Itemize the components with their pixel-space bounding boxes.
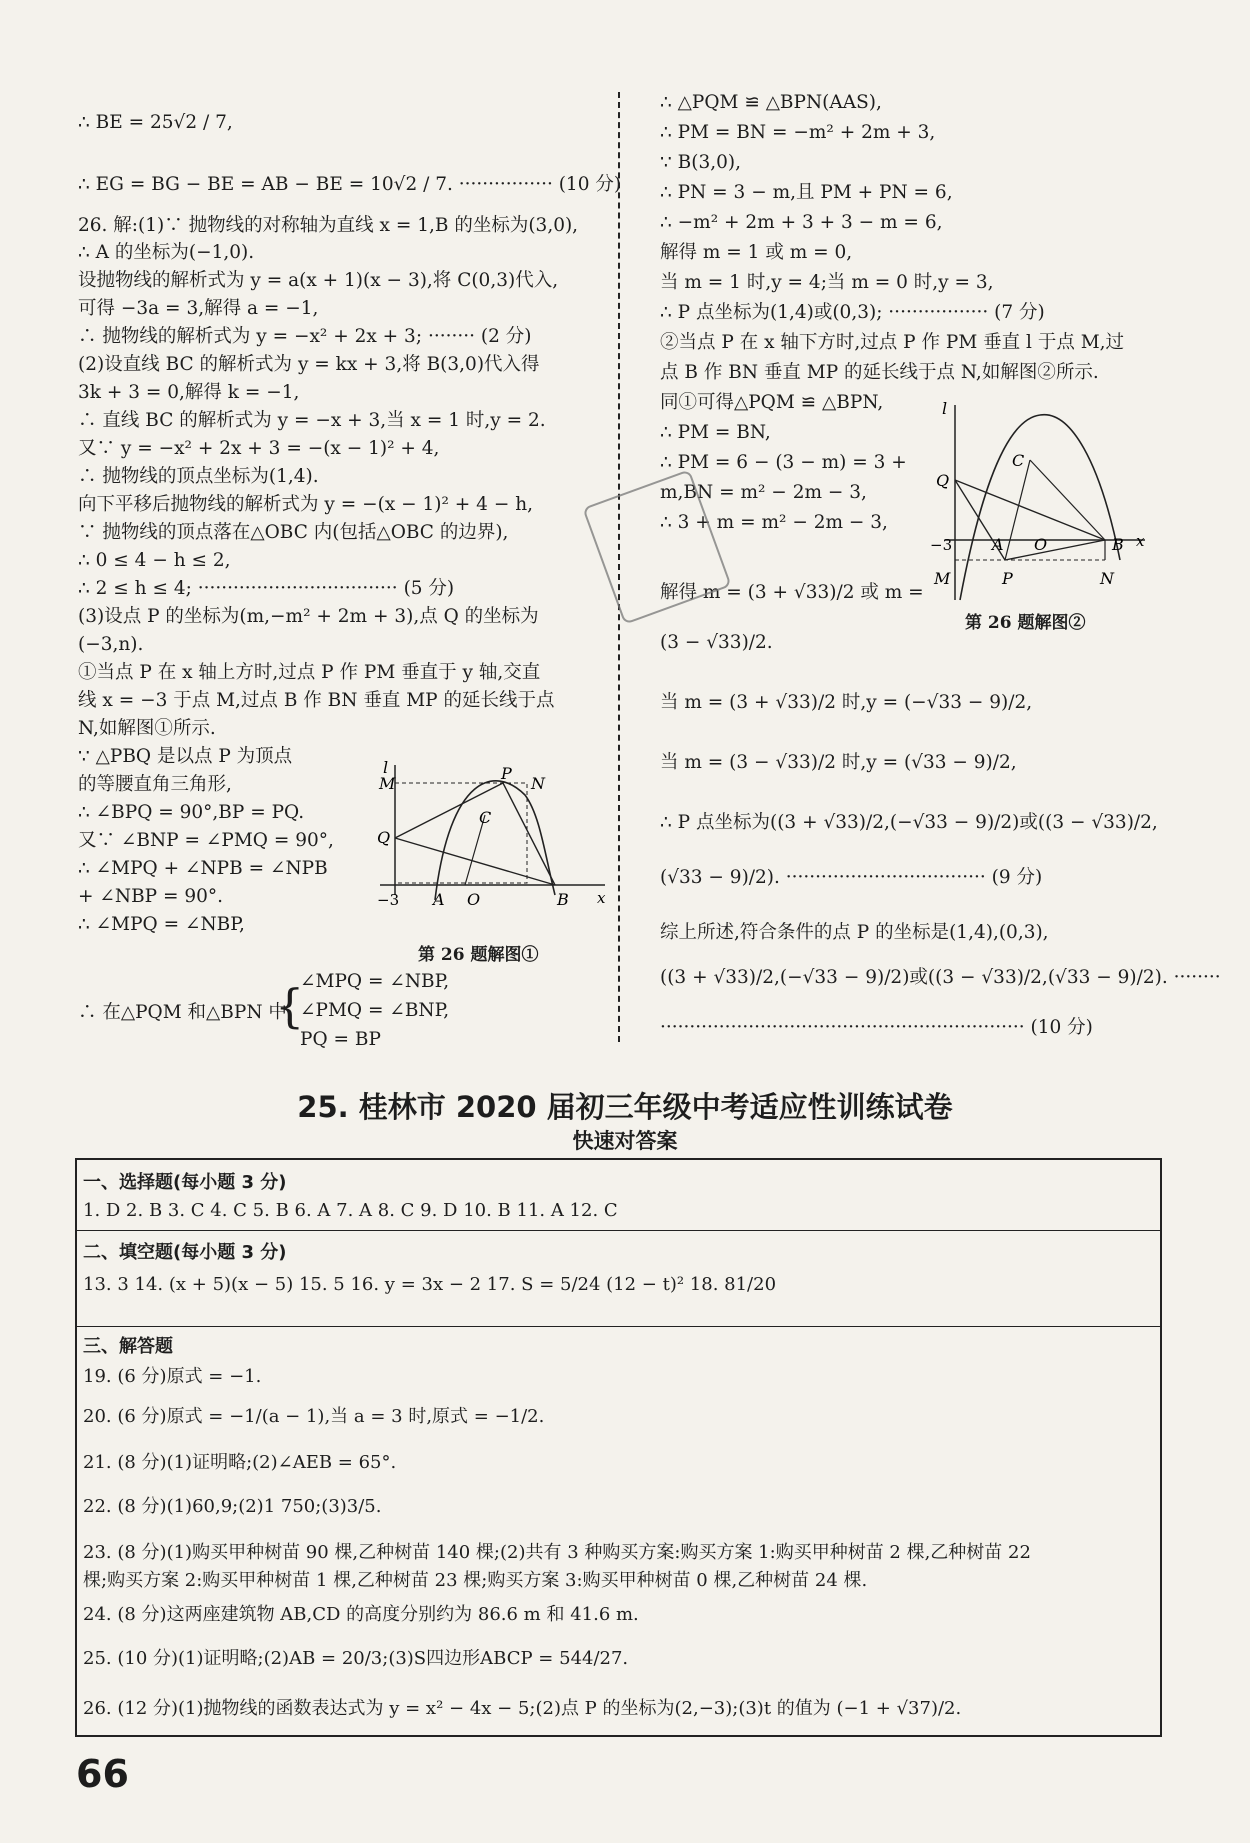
fig1-label-m: M — [379, 774, 396, 793]
text-line: 线 x = −3 于点 M,过点 B 作 BN 垂直 MP 的延长线于点 — [78, 690, 555, 711]
answer-row: 20. (6 分)原式 = −1/(a − 1),当 a = 3 时,原式 = −1/2. — [83, 1406, 545, 1427]
figure-1 — [375, 755, 615, 925]
fig2-segment-pb — [1005, 540, 1105, 560]
text-line: ∴ PM = BN = −m² + 2m + 3, — [660, 122, 936, 143]
fig2-label-n: N — [1100, 569, 1114, 588]
text-line: ∴ 2 ≤ h ≤ 4; ·································· (5 分) — [78, 578, 455, 599]
text-line: N,如解图①所示. — [78, 718, 216, 739]
answer-row: 22. (8 分)(1)60,9;(2)1 750;(3)3/5. — [83, 1496, 382, 1517]
text-line: ∴ 0 ≤ 4 − h ≤ 2, — [78, 550, 231, 571]
section-divider — [77, 1230, 1160, 1231]
fig2-segment-cb — [1030, 460, 1105, 540]
page-number: 66 — [76, 1752, 129, 1796]
text-line: 又∵ ∠BNP = ∠PMQ = 90°, — [78, 830, 334, 851]
fig2-label-x: x — [1136, 532, 1145, 550]
text-line: ∴ ∠MPQ = ∠NBP, — [78, 914, 245, 935]
text-line: 26. 解:(1)∵ 抛物线的对称轴为直线 x = 1,B 的坐标为(3,0), — [78, 215, 579, 236]
fig1-segment-pb — [503, 783, 555, 885]
fig2-label-b: B — [1112, 535, 1124, 554]
fig1-label-n: N — [531, 774, 545, 793]
answer-row: 25. (10 分)(1)证明略;(2)AB = 20/3;(3)S四边形ABCP = 544/27. — [83, 1648, 629, 1669]
text-line: 又∵ y = −x² + 2x + 3 = −(x − 1)² + 4, — [78, 438, 440, 459]
text-line: 向下平移后抛物线的解析式为 y = −(x − 1)² + 4 − h, — [78, 494, 534, 515]
text-line: 当 m = (3 + √33)/2 时,y = (−√33 − 9)/2, — [660, 692, 1033, 713]
text-line: ∴ 抛物线的解析式为 y = −x² + 2x + 3; ········ (2 分) — [78, 326, 532, 347]
exam-title: 25. 桂林市 2020 届初三年级中考适应性训练试卷 — [297, 1090, 953, 1124]
figure-1-caption: 第 26 题解图① — [418, 945, 539, 965]
text-line: ②当点 P 在 x 轴下方时,过点 P 作 PM 垂直 l 于点 M,过 — [660, 332, 1125, 353]
text-line: 同①可得△PQM ≌ △BPN, — [660, 392, 884, 413]
text-line: ①当点 P 在 x 轴上方时,过点 P 作 PM 垂直于 y 轴,交直 — [78, 662, 541, 683]
fig1-dashed-rect — [395, 783, 527, 883]
system-line: ∠MPQ = ∠NBP, — [300, 971, 450, 992]
section-1-answers: 1. D 2. B 3. C 4. C 5. B 6. A 7. A 8. C 9. D 10. B 11. A 12. C — [83, 1200, 618, 1221]
section-2-heading: 二、填空题(每小题 3 分) — [83, 1242, 287, 1263]
fig1-label-a: A — [433, 890, 445, 909]
text-line: 的等腰直角三角形, — [78, 774, 232, 795]
text-line: ∴ BE = 25√2 / 7, — [78, 112, 233, 133]
text-line: (3 − √33)/2. — [660, 632, 773, 653]
answer-row: 棵;购买方案 2:购买甲种树苗 1 棵,乙种树苗 23 棵;购买方案 3:购买甲种树苗 0 棵,乙种树苗 24 棵. — [83, 1570, 868, 1591]
answer-row: 26. (12 分)(1)抛物线的函数表达式为 y = x² − 4x − 5;(2)点 P 的坐标为(2,−3);(3)t 的值为 (−1 + √37)/2. — [83, 1698, 962, 1719]
figure-2 — [930, 400, 1150, 610]
text-line: 设抛物线的解析式为 y = a(x + 1)(x − 3),将 C(0,3)代入, — [78, 270, 559, 291]
text-line: ∴ 在△PQM 和△BPN 中, — [78, 1002, 293, 1023]
fig1-label-minus3: −3 — [377, 891, 400, 909]
text-line: (√33 − 9)/2). ·································· (9 分) — [660, 867, 1043, 888]
text-line: ∵ 抛物线的顶点落在△OBC 内(包括△OBC 的边界), — [78, 522, 509, 543]
text-line: ∴ PM = 6 − (3 − m) = 3 + — [660, 452, 907, 473]
text-line: ∴ P 点坐标为((3 + √33)/2,(−√33 − 9)/2)或((3 − √33)/2, — [660, 812, 1158, 833]
fig2-label-p: P — [1002, 569, 1013, 588]
text-line: ∴ A 的坐标为(−1,0). — [78, 242, 255, 263]
text-line: ∴ PM = BN, — [660, 422, 771, 443]
fig1-label-p: P — [501, 764, 512, 783]
text-line: ∴ ∠BPQ = 90°,BP = PQ. — [78, 802, 305, 823]
fig2-parabola — [960, 415, 1120, 600]
fig2-label-o: O — [1034, 535, 1048, 554]
text-line: ∴ −m² + 2m + 3 + 3 − m = 6, — [660, 212, 943, 233]
text-line: 解得 m = (3 + √33)/2 或 m = — [660, 582, 924, 603]
fig2-segment-qb — [955, 480, 1105, 540]
text-line: ∴ EG = BG − BE = AB − BE = 10√2 / 7. ················ (10 分) — [78, 174, 622, 195]
text-line: ∴ △PQM ≌ △BPN(AAS), — [660, 92, 882, 113]
text-line: 可得 −3a = 3,解得 a = −1, — [78, 298, 319, 319]
text-line: ((3 + √33)/2,(−√33 − 9)/2)或((3 − √33)/2,(√33 − 9)/2). ········ — [660, 967, 1221, 988]
text-line: 当 m = (3 − √33)/2 时,y = (√33 − 9)/2, — [660, 752, 1017, 773]
section-2-answers: 13. 3 14. (x + 5)(x − 5) 15. 5 16. y = 3x − 2 17. S = 5/24 (12 − t)² 18. 81/20 — [83, 1274, 777, 1295]
figure-2-caption: 第 26 题解图② — [965, 613, 1086, 633]
fig1-label-q: Q — [377, 828, 391, 847]
fig1-label-x: x — [597, 889, 606, 907]
fig1-label-o: O — [467, 890, 481, 909]
answer-row: 23. (8 分)(1)购买甲种树苗 90 棵,乙种树苗 140 棵;(2)共有 3 种购买方案:购买方案 1:购买甲种树苗 2 棵,乙种树苗 22 — [83, 1542, 1031, 1563]
text-line: ∴ P 点坐标为(1,4)或(0,3); ················· (7 分) — [660, 302, 1045, 323]
text-line: ∴ 3 + m = m² − 2m − 3, — [660, 512, 888, 533]
text-line: ∴ ∠MPQ + ∠NPB = ∠NPB — [78, 858, 328, 879]
fig1-label-l: l — [383, 758, 389, 777]
fig2-label-q: Q — [936, 471, 950, 490]
system-line: ∠PMQ = ∠BNP, — [300, 1000, 450, 1021]
section-3-heading: 三、解答题 — [83, 1336, 173, 1357]
fig1-parabola — [435, 781, 555, 900]
exam-subtitle: 快速对答案 — [572, 1129, 678, 1153]
fig2-label-a: A — [992, 535, 1004, 554]
system-line: PQ = BP — [300, 1029, 381, 1050]
text-line: (2)设直线 BC 的解析式为 y = kx + 3,将 B(3,0)代入得 — [78, 354, 540, 375]
fig1-label-c: C — [479, 808, 492, 827]
text-line: m,BN = m² − 2m − 3, — [660, 482, 867, 503]
answer-row: 21. (8 分)(1)证明略;(2)∠AEB = 65°. — [83, 1452, 397, 1473]
section-1-heading: 一、选择题(每小题 3 分) — [83, 1172, 287, 1193]
answer-row: 24. (8 分)这两座建筑物 AB,CD 的高度分别约为 86.6 m 和 41.6 m. — [83, 1604, 639, 1625]
text-line: + ∠NBP = 90°. — [78, 886, 224, 907]
text-line: ∵ B(3,0), — [660, 152, 741, 173]
quick-answers-box — [75, 1158, 1162, 1737]
fig1-label-b: B — [557, 890, 569, 909]
fig2-label-c: C — [1012, 451, 1025, 470]
text-line: ∴ PN = 3 − m,且 PM + PN = 6, — [660, 182, 953, 203]
text-line: 解得 m = 1 或 m = 0, — [660, 242, 853, 263]
fig2-label-minus3: −3 — [930, 536, 953, 554]
text-line: 点 B 作 BN 垂直 MP 的延长线于点 N,如解图②所示. — [660, 362, 1099, 383]
answer-row: 19. (6 分)原式 = −1. — [83, 1366, 262, 1387]
fig1-segment-qb — [395, 838, 555, 885]
fig2-segment-pc — [1005, 460, 1030, 560]
text-line: ······························································ (10 分) — [660, 1017, 1093, 1038]
brace-glyph: { — [275, 979, 305, 1033]
fig2-label-m: M — [934, 569, 951, 588]
text-line: 当 m = 1 时,y = 4;当 m = 0 时,y = 3, — [660, 272, 994, 293]
fig2-label-l: l — [942, 400, 948, 418]
text-line: 3k + 3 = 0,解得 k = −1, — [78, 382, 300, 403]
text-line: ∵ △PBQ 是以点 P 为顶点 — [78, 746, 293, 767]
text-line: ∴ 直线 BC 的解析式为 y = −x + 3,当 x = 1 时,y = 2. — [78, 410, 546, 431]
text-line: 综上所述,符合条件的点 P 的坐标是(1,4),(0,3), — [660, 922, 1049, 943]
text-line: (3)设点 P 的坐标为(m,−m² + 2m + 3),点 Q 的坐标为 — [78, 606, 539, 627]
section-divider — [77, 1326, 1160, 1327]
text-line: ∴ 抛物线的顶点坐标为(1,4). — [78, 466, 319, 487]
text-line: (−3,n). — [78, 634, 144, 655]
